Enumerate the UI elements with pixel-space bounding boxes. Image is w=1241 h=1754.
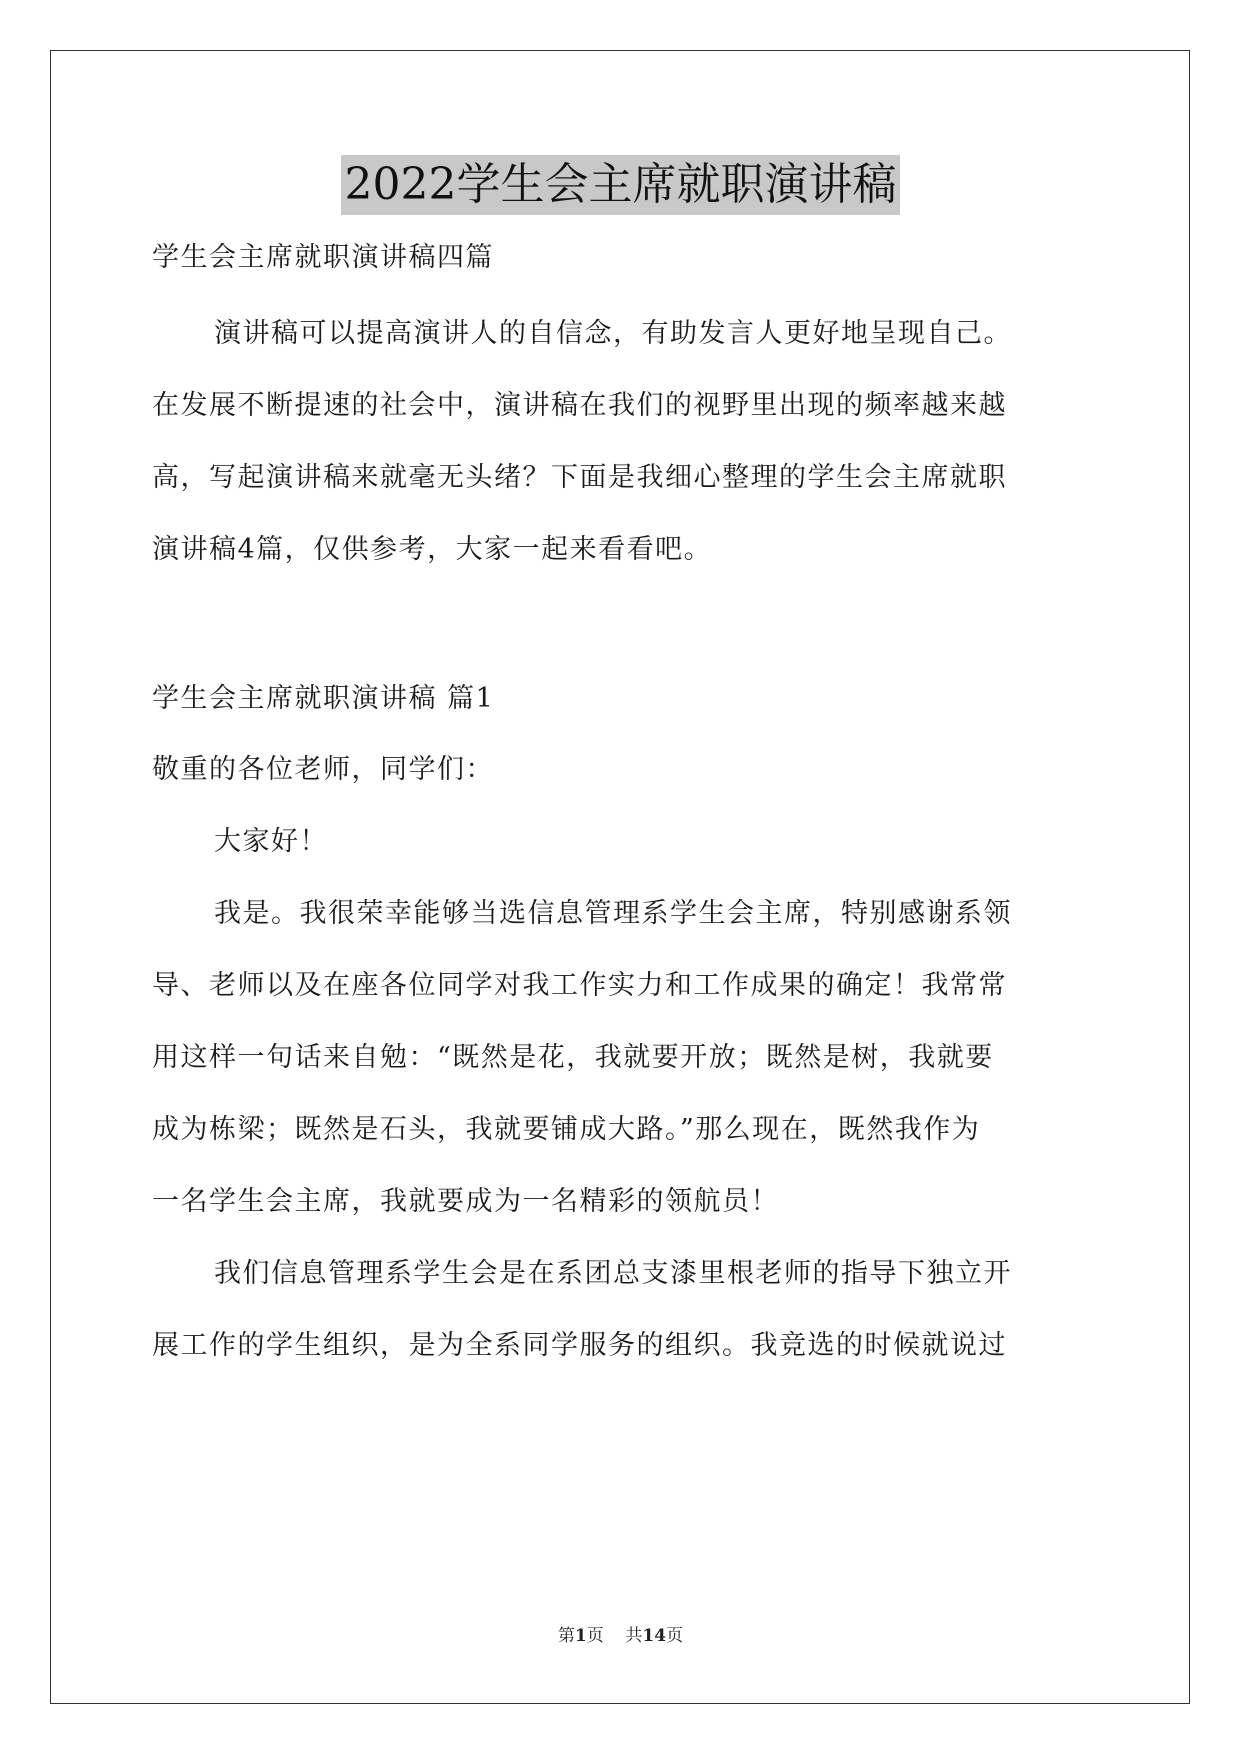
paragraph-line: 我是。我很荣幸能够当选信息管理系学生会主席，特别感谢系领 — [214, 898, 1012, 929]
paragraph-line: 展工作的学生组织，是为全系同学服务的组织。我竞选的时候就说过 — [152, 1330, 1007, 1361]
paragraph-line: 导、老师以及在座各位同学对我工作实力和工作成果的确定！我常常 — [152, 970, 1007, 1001]
title-container — [0, 155, 1241, 215]
page-footer — [0, 1624, 1241, 1648]
section-heading: 学生会主席就职演讲稿 篇1 — [152, 683, 495, 714]
page-prefix: 第 — [557, 1626, 575, 1646]
paragraph-line: 一名学生会主席，我就要成为一名精彩的领航员！ — [152, 1186, 779, 1217]
paragraph-line: 在发展不断提速的社会中，演讲稿在我们的视野里出现的频率越来越 — [152, 390, 1007, 421]
total-pages: 14 — [642, 1626, 667, 1646]
paragraph-line: 演讲稿4篇，仅供参考，大家一起来看看吧。 — [152, 534, 713, 565]
paragraph-line: 用这样一句话来自勉：“既然是花，我就要开放；既然是树，我就要 — [152, 1042, 994, 1073]
page-number: 1 — [574, 1626, 587, 1646]
paragraph-line: 成为栋梁；既然是石头，我就要铺成大路。”那么现在，既然我作为 — [152, 1114, 981, 1145]
total-suffix: 页 — [666, 1626, 684, 1646]
document-title: 2022学生会主席就职演讲稿 — [341, 155, 901, 215]
subtitle-line: 学生会主席就职演讲稿四篇 — [152, 242, 494, 273]
page-border — [50, 50, 1190, 1704]
paragraph-line: 演讲稿可以提高演讲人的自信念，有助发言人更好地呈现自己。 — [214, 318, 1012, 349]
greeting-line: 大家好！ — [214, 826, 328, 857]
paragraph-line: 我们信息管理系学生会是在系团总支漆里根老师的指导下独立开 — [214, 1258, 1012, 1289]
total-prefix: 共 — [625, 1626, 643, 1646]
paragraph-line: 高，写起演讲稿来就毫无头绪？下面是我细心整理的学生会主席就职 — [152, 462, 1007, 493]
salutation-line: 敬重的各位老师，同学们： — [152, 754, 494, 785]
page-suffix: 页 — [586, 1626, 604, 1646]
